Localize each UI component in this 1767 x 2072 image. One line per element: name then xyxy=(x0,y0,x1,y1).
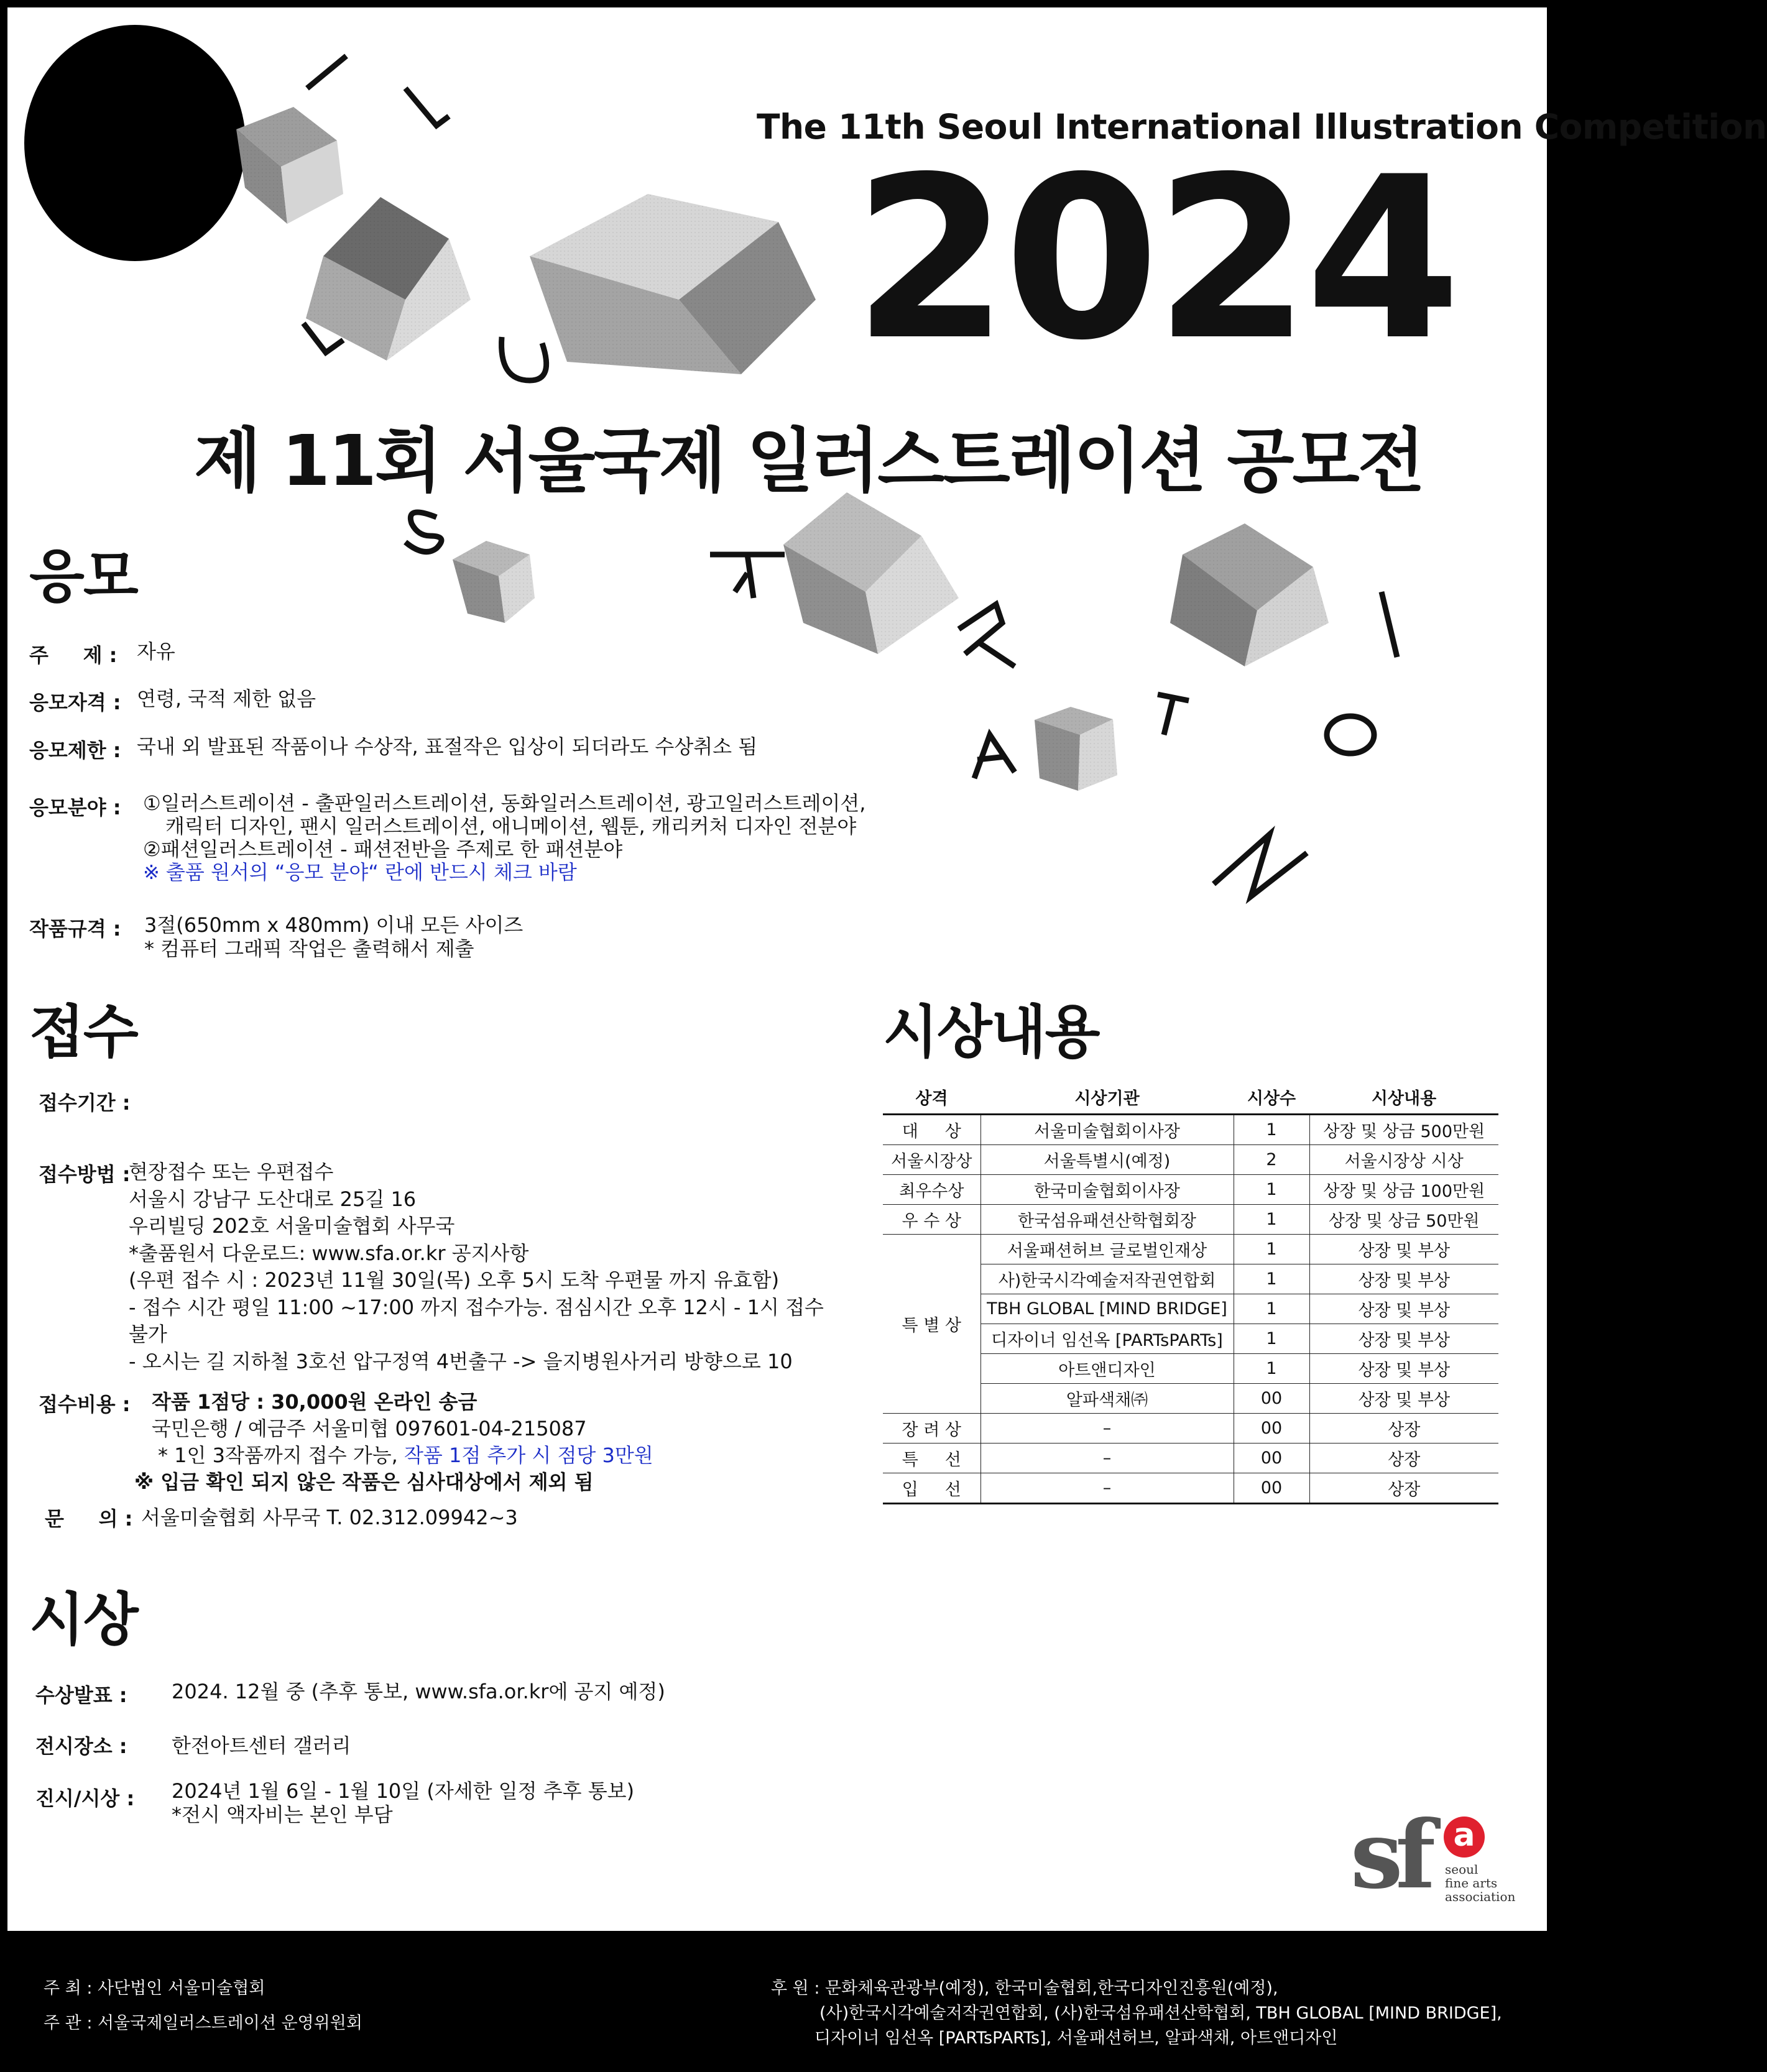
announce-value: 2024. 12월 중 (추후 통보, www.sfa.or.kr에 공지 예정) xyxy=(172,1680,665,1703)
footer xyxy=(0,1931,1554,2072)
cube-4 xyxy=(453,541,535,623)
table-cell: 00 xyxy=(1234,1473,1309,1504)
table-cell: 알파색채㈜ xyxy=(980,1384,1234,1414)
table-cell: 장 려 상 xyxy=(883,1414,980,1443)
host-text: 주 최 : 사단법인 서울미술협회 xyxy=(44,1979,265,1998)
table-cell: 상장 및 부상 xyxy=(1309,1384,1498,1414)
table-row xyxy=(883,1175,1498,1205)
table-cell: 특 선 xyxy=(883,1443,980,1473)
table-cell: 서울특별시(예정) xyxy=(980,1145,1234,1175)
cube-3 xyxy=(530,194,816,374)
size-value: 3절(650mm x 480mm) 이내 모든 사이즈 * 컴퓨터 그래픽 작업은 출력해서 제출 xyxy=(144,913,524,960)
table-cell: 00 xyxy=(1234,1414,1309,1443)
table-cell: 상장 xyxy=(1309,1473,1498,1504)
table-cell: 아트앤디자인 xyxy=(980,1354,1234,1384)
reception-heading: 접수 xyxy=(29,999,137,1066)
method-label: 접수방법 : xyxy=(39,1163,131,1186)
cube-2 xyxy=(306,197,471,361)
table-cell: 입 선 xyxy=(883,1473,980,1504)
column-header: 상격 xyxy=(883,1080,980,1115)
table-row xyxy=(883,1235,1498,1264)
table-cell: 00 xyxy=(1234,1384,1309,1414)
exhibition-label: 진시/시상 : xyxy=(35,1787,135,1810)
table-header-row xyxy=(883,1080,1498,1115)
table-cell: 서울시장상 xyxy=(883,1145,980,1175)
year-title: 2024 xyxy=(853,129,1456,389)
application-heading: 응모 xyxy=(29,543,137,610)
logo-badge: a xyxy=(1444,1816,1485,1858)
table-cell: – xyxy=(980,1443,1234,1473)
inquiry-label: 문 의 : xyxy=(45,1507,133,1531)
category-value: ①일러스트레이션 - 출판일러스트레이션, 동화일러스트레이션, 광고일러스트레이션, 캐릭터 디자인, 팬시 일러스트레이션, 애니메이션, 웹툰, 캐리커처 디자인 전분야 ②패션일러스트레이션 - 패션전반을 주제로 한 패션분야 ※ 출품 원서의 “응모 분야“ 란에 반드시 체크 바람 xyxy=(143,791,866,884)
sponsor-line-2: (사)한국시각예술저작권연합회, (사)한국섬유패션산학협회, TBH GLOBAL [MIND BRIDGE], xyxy=(819,2004,1502,2023)
cube-6 xyxy=(1170,523,1329,666)
table-cell: 서울시장상 시상 xyxy=(1309,1145,1498,1175)
table-cell: 00 xyxy=(1234,1443,1309,1473)
page-title: 제 11회 서울국제 일러스트레이션 공모전 xyxy=(194,421,1423,502)
table-cell: 사)한국시각예술저작권연합회 xyxy=(980,1264,1234,1294)
sponsor-line-3: 디자이너 임선옥 [PARTsPARTs], 서울패션허브, 알파색채, 아트앤디자인 xyxy=(814,2028,1338,2048)
table-cell: 상장 및 상금 50만원 xyxy=(1309,1205,1498,1235)
cube-1 xyxy=(236,107,343,224)
prize-heading: 시상내용 xyxy=(883,999,1099,1066)
table-cell: – xyxy=(980,1473,1234,1504)
table-cell: 특 별 상 xyxy=(883,1235,980,1414)
sfa-logo xyxy=(1350,1800,1525,1920)
table-cell: 한국미술협회이사장 xyxy=(980,1175,1234,1205)
table-cell: – xyxy=(980,1414,1234,1443)
column-header: 시상기관 xyxy=(980,1080,1234,1115)
cube-7 xyxy=(1035,707,1117,791)
column-header: 시상수 xyxy=(1234,1080,1309,1115)
table-cell: 1 xyxy=(1234,1205,1309,1235)
table-cell: 1 xyxy=(1234,1294,1309,1324)
table-cell: 1 xyxy=(1234,1264,1309,1294)
prize-table xyxy=(883,1080,1498,1504)
poster xyxy=(7,7,1767,1931)
category-label: 응모분야 : xyxy=(29,796,121,819)
table-cell: 상장 및 부상 xyxy=(1309,1294,1498,1324)
table-cell: 서울패션허브 글로벌인재상 xyxy=(980,1235,1234,1264)
table-row xyxy=(883,1414,1498,1443)
table-cell: 상장 및 부상 xyxy=(1309,1324,1498,1354)
table-row xyxy=(883,1145,1498,1175)
eligibility-value: 연령, 국적 제한 없음 xyxy=(137,687,316,711)
table-cell: 상장 xyxy=(1309,1443,1498,1473)
fee-value: 작품 1점당 : 30,000원 온라인 송금 국민은행 / 예금주 서울미협 097601-04-215087 * 1인 3작품까지 접수 가능, 작품 1점 추가 시 점당 3만원 ※ 입금 확인 되지 않은 작품은 심사대상에서 제외 됨 xyxy=(134,1390,653,1494)
table-row xyxy=(883,1473,1498,1504)
table-cell: TBH GLOBAL [MIND BRIDGE] xyxy=(980,1294,1234,1324)
logo-text: seoul fine arts association xyxy=(1445,1862,1516,1904)
table-cell: 대 상 xyxy=(883,1115,980,1145)
eligibility-label: 응모자격 : xyxy=(29,691,121,714)
award-heading: 시상 xyxy=(29,1586,137,1653)
table-cell: 상장 및 부상 xyxy=(1309,1264,1498,1294)
size-label: 작품규격 : xyxy=(29,917,121,941)
venue-label: 전시장소 : xyxy=(35,1734,127,1758)
organizer-text: 주 관 : 서울국제일러스트레이션 운영위원회 xyxy=(44,2014,362,2033)
announce-label: 수상발표 : xyxy=(35,1683,127,1707)
method-value: 현장접수 또는 우편접수 서울시 강남구 도산대로 25길 16 우리빌딩 202호 서울미술협회 사무국 *출품원서 다운로드: www.sfa.or.kr 공지사항 (우편 접수 시 : 2023년 11월 30일(목) 오후 5시 도착 우편물 까지 유효함) - 접수 시간 평일 11:00 ~17:00 까지 접수가능. 점심시간 오후 12시 - 1시 접수 불가 - 오시는 길 지하철 3호선 압구정역 4번출구 -> 을지병원사거리 방향으로 10 xyxy=(129,1160,824,1373)
table-cell: 1 xyxy=(1234,1324,1309,1354)
table-cell: 우 수 상 xyxy=(883,1205,980,1235)
table-row xyxy=(883,1115,1498,1145)
restriction-label: 응모제한 : xyxy=(29,739,121,762)
column-header: 시상내용 xyxy=(1309,1080,1498,1115)
restriction-value: 국내 외 발표된 작품이나 수상작, 표절작은 입상이 되더라도 수상취소 됨 xyxy=(137,735,758,758)
table-cell: 상장 및 부상 xyxy=(1309,1354,1498,1384)
fee-label: 접수비용 : xyxy=(39,1393,131,1416)
table-cell: 1 xyxy=(1234,1175,1309,1205)
cube-5 xyxy=(783,492,959,654)
table-cell: 상장 및 상금 500만원 xyxy=(1309,1115,1498,1145)
table-cell: 디자이너 임선옥 [PARTsPARTs] xyxy=(980,1324,1234,1354)
table-cell: 1 xyxy=(1234,1235,1309,1264)
table-cell: 1 xyxy=(1234,1354,1309,1384)
table-cell: 최우수상 xyxy=(883,1175,980,1205)
table-cell: 상장 및 상금 100만원 xyxy=(1309,1175,1498,1205)
inquiry-value: 서울미술협회 사무국 T. 02.312.09942~3 xyxy=(141,1506,518,1529)
venue-value: 한전아트센터 갤러리 xyxy=(172,1734,351,1757)
black-ellipse xyxy=(24,25,246,261)
table-cell: 상장 및 부상 xyxy=(1309,1235,1498,1264)
theme-value: 자유 xyxy=(137,640,175,663)
table-cell: 서울미술협회이사장 xyxy=(980,1115,1234,1145)
logo-mark: sf xyxy=(1350,1800,1428,1910)
subtitle-english: The 11th Seoul International Illustration Competition xyxy=(757,107,1767,147)
exhibition-value: 2024년 1월 6일 - 1월 10일 (자세한 일정 추후 통보) *전시 액자비는 본인 부담 xyxy=(172,1779,635,1826)
table-cell: 1 xyxy=(1234,1115,1309,1145)
table-cell: 한국섬유패션산학협회장 xyxy=(980,1205,1234,1235)
theme-label: 주 제 : xyxy=(29,643,118,667)
period-label: 접수기간 : xyxy=(39,1091,131,1115)
table-row xyxy=(883,1205,1498,1235)
table-cell: 2 xyxy=(1234,1145,1309,1175)
table-row xyxy=(883,1443,1498,1473)
table-cell: 상장 xyxy=(1309,1414,1498,1443)
sponsor-line-1: 후 원 : 문화체육관광부(예정), 한국미술협회,한국디자인진흥원(예정), xyxy=(771,1979,1278,1998)
